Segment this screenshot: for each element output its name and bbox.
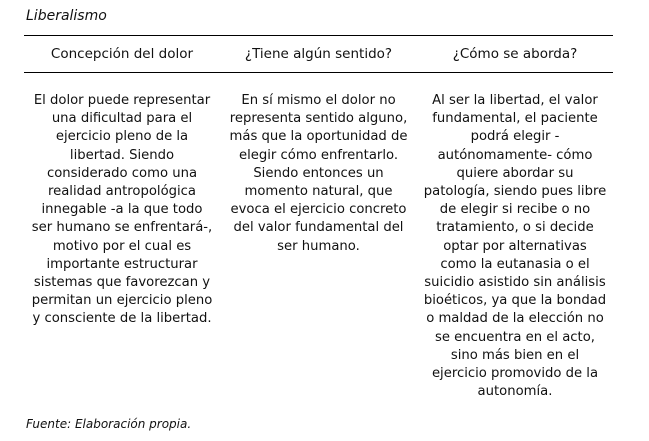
source-footnote: Fuente: Elaboración propia.	[26, 417, 192, 431]
comparison-table	[24, 36, 613, 401]
column-header-sentido: ¿Tiene algún sentido?	[244, 46, 393, 62]
table-caption-title: Liberalismo	[26, 8, 107, 24]
cell-aborda: Al ser la libertad, el valor fundamental, el paciente podrá elegir -autónomamente- cómo quiere abordar su patología, siendo pues libre de elegir si recibe o no tratamiento, o si decide optar por alternativas como la eutanasia o el suicidio asistido sin análisis bioéticos, ya que la bondad o maldad de la elección no se encuentra en el acto, sino más bien en el ejercicio promovido de la autonomía.	[423, 93, 607, 400]
cell-sentido: En sí mismo el dolor no representa sentido alguno, más que la oportunidad de elegir cómo enfrentarlo. Siendo entonces un momento natural, que evoca el ejercicio concreto del valor fundamental del ser humano.	[229, 93, 408, 254]
cell-concepcion: El dolor puede representar una dificultad para el ejercicio pleno de la libertad. Siendo considerado como una realidad antropológica innegable -a la que todo ser humano se enfrentará-, motivo por el cual es importante estructurar sistemas que favorezcan y permitan un ejercicio pleno y consciente de la libertad.	[31, 93, 213, 327]
column-header-aborda: ¿Cómo se aborda?	[452, 46, 578, 62]
column-header-concepcion: Concepción del dolor	[50, 46, 194, 62]
